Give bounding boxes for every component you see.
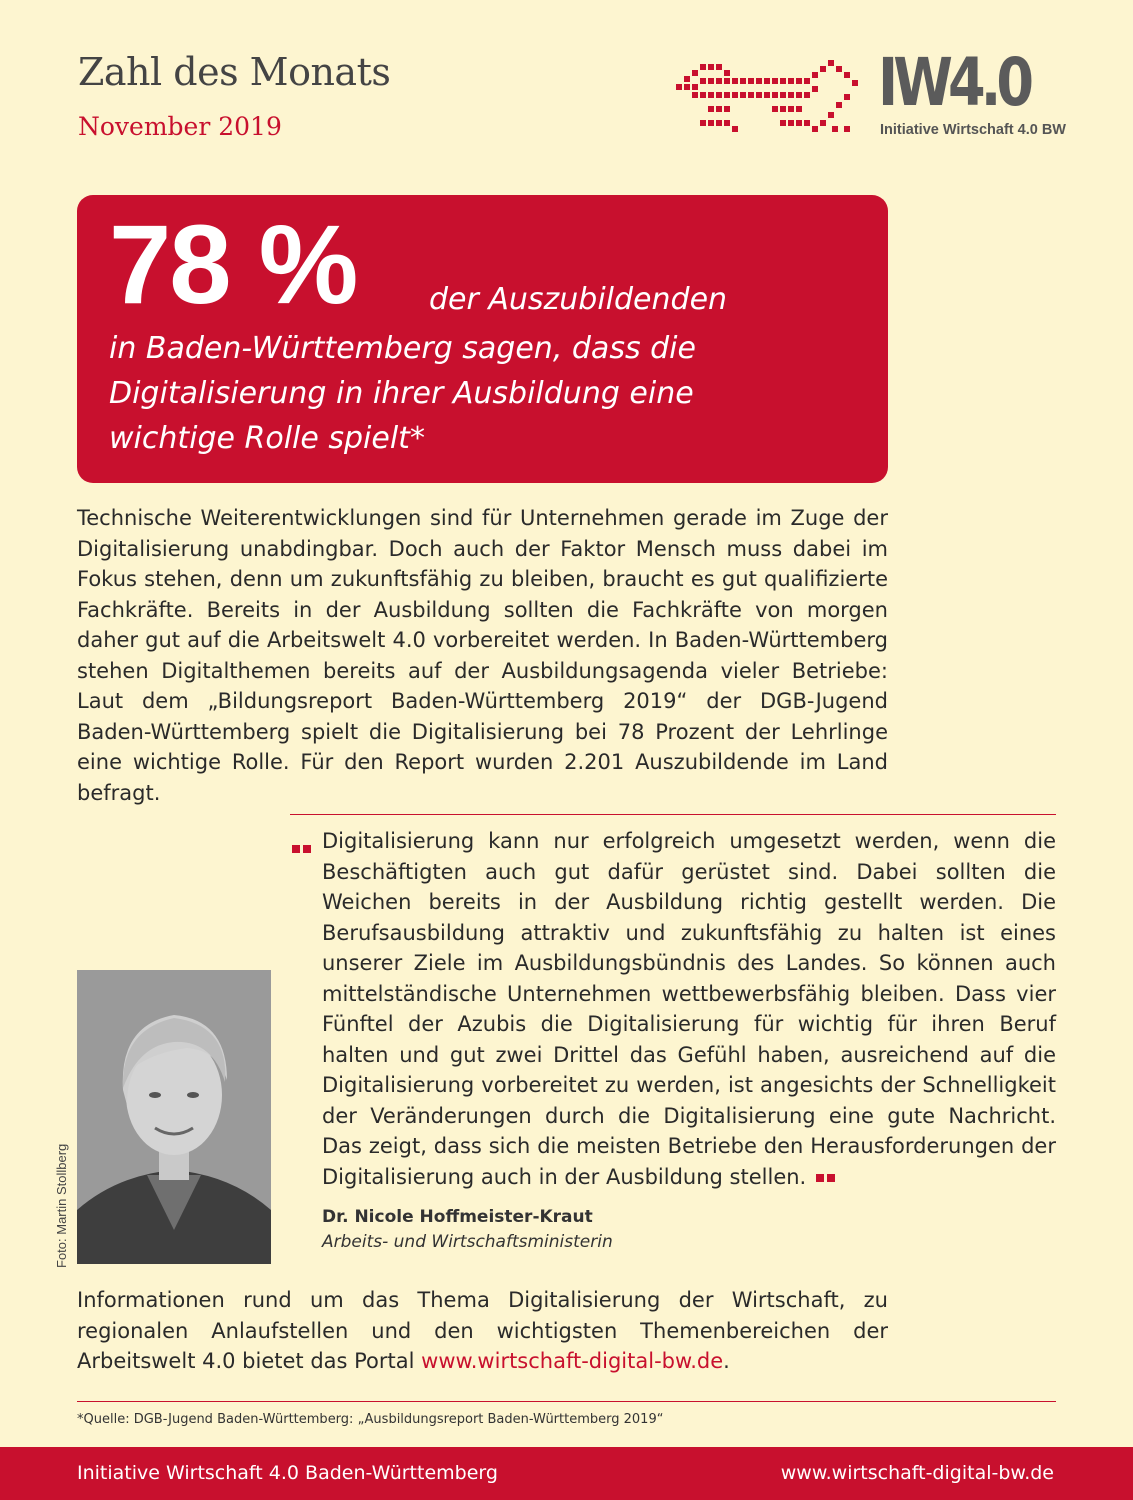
logo-wordmark: IW4.0 [878, 44, 1030, 121]
page-subtitle: November 2019 [78, 112, 282, 141]
info-period: . [723, 1349, 730, 1373]
minister-quote [322, 826, 1056, 1192]
hero-line-4: wichtige Rolle spielt* [109, 421, 425, 456]
iw40-logo [672, 44, 1066, 140]
intro-paragraph: Technische Weiterentwicklungen sind für Unternehmen gerade im Zuge der Digitalisierung unabdingbar. Doch auch der Faktor Mensch muss dabei im Fokus stehen, denn um zukunftsfähig zu bleiben, braucht es gut qualifizierte Fachkräfte. Bereits in der Ausbildung sollten die Fachkräfte von morgen daher gut auf die Arbeitswelt 4.0 vorbereitet werden. In Baden-Württemberg stehen Digitalthemen bereits auf der Ausbildungsagenda vieler Betriebe: Laut dem „Bildungsreport Baden-Württemberg 2019“ der DGB-Jugend Baden-Württemberg spielt die Digitalisierung bei 78 Prozent der Lehrlinge eine wichtige Rolle. Für den Report wurden 2.201 Auszubildende im Land befragt. [77, 506, 888, 805]
source-footnote: *Quelle: DGB-Jugend Baden-Württemberg: „Ausbildungsreport Baden-Württemberg 2019“ [77, 1412, 664, 1427]
page-title: Zahl des Monats [78, 50, 391, 94]
hero-line-1: der Auszubildenden [429, 282, 728, 317]
quote-open-marker-icon [292, 840, 314, 859]
footer-website-link[interactable]: www.wirtschaft-digital-bw.de [780, 1462, 1054, 1484]
hero-line-2: in Baden-Württemberg sagen, dass die [109, 331, 696, 366]
lion-emblem-icon [672, 50, 867, 140]
portrait-illustration [77, 970, 271, 1264]
quote-divider-top [290, 814, 1056, 815]
portal-link[interactable]: www.wirtschaft-digital-bw.de [421, 1349, 724, 1373]
info-text: Informationen rund um das Thema Digitalisierung der Wirtschaft, zu regionalen Anlaufstellen und den wichtigsten Themenbereichen der Arbeitswelt 4.0 bietet das Portal [77, 1288, 888, 1373]
footer-bar [0, 1447, 1133, 1500]
quote-text: Digitalisierung kann nur erfolgreich umgesetzt werden, wenn die Beschäftigten auch gut dafür gerüstet sind. Dabei sollten die Weichen bereits in der Ausbildung richtig gestellt werden. Die Berufsausbildung attraktiv und zukunftsfähig zu halten ist eines unserer Ziele im Ausbildungsbündnis des Landes. So können auch mittelständische Unternehmen wettbewerbsfähig bleiben. Dass vier Fünftel der Azubis die Digitalisierung für wichtig für ihren Beruf halten und gut zwei Drittel das Gefühl haben, ausreichend auf die Digitalisierung vorbereitet zu werden, ist angesichts der Schnelligkeit der Veränderungen durch die Digitalisierung eine gute Nachricht. Das zeigt, dass sich die meisten Betriebe den Herausforderungen der Digitalisierung auch in der Ausbildung stellen. [322, 829, 1056, 1189]
quote-author-name: Dr. Nicole Hoffmeister-Kraut [322, 1207, 593, 1227]
hero-stat-box [77, 195, 888, 483]
portrait-photo [77, 970, 271, 1264]
footnote-divider [77, 1401, 1056, 1402]
footer-organisation: Initiative Wirtschaft 4.0 Baden-Württemberg [77, 1462, 498, 1484]
logo-tagline: Initiative Wirtschaft 4.0 BW [880, 122, 1066, 138]
info-paragraph [77, 1285, 888, 1377]
hero-line-3: Digitalisierung in ihrer Ausbildung eine [109, 376, 694, 411]
quote-author-role: Arbeits- und Wirtschaftsministerin [322, 1232, 613, 1252]
photo-credit: Foto: Martin Stollberg [54, 1143, 69, 1268]
quote-close-marker-icon [816, 1165, 838, 1189]
hero-number: 78 % [109, 202, 357, 327]
